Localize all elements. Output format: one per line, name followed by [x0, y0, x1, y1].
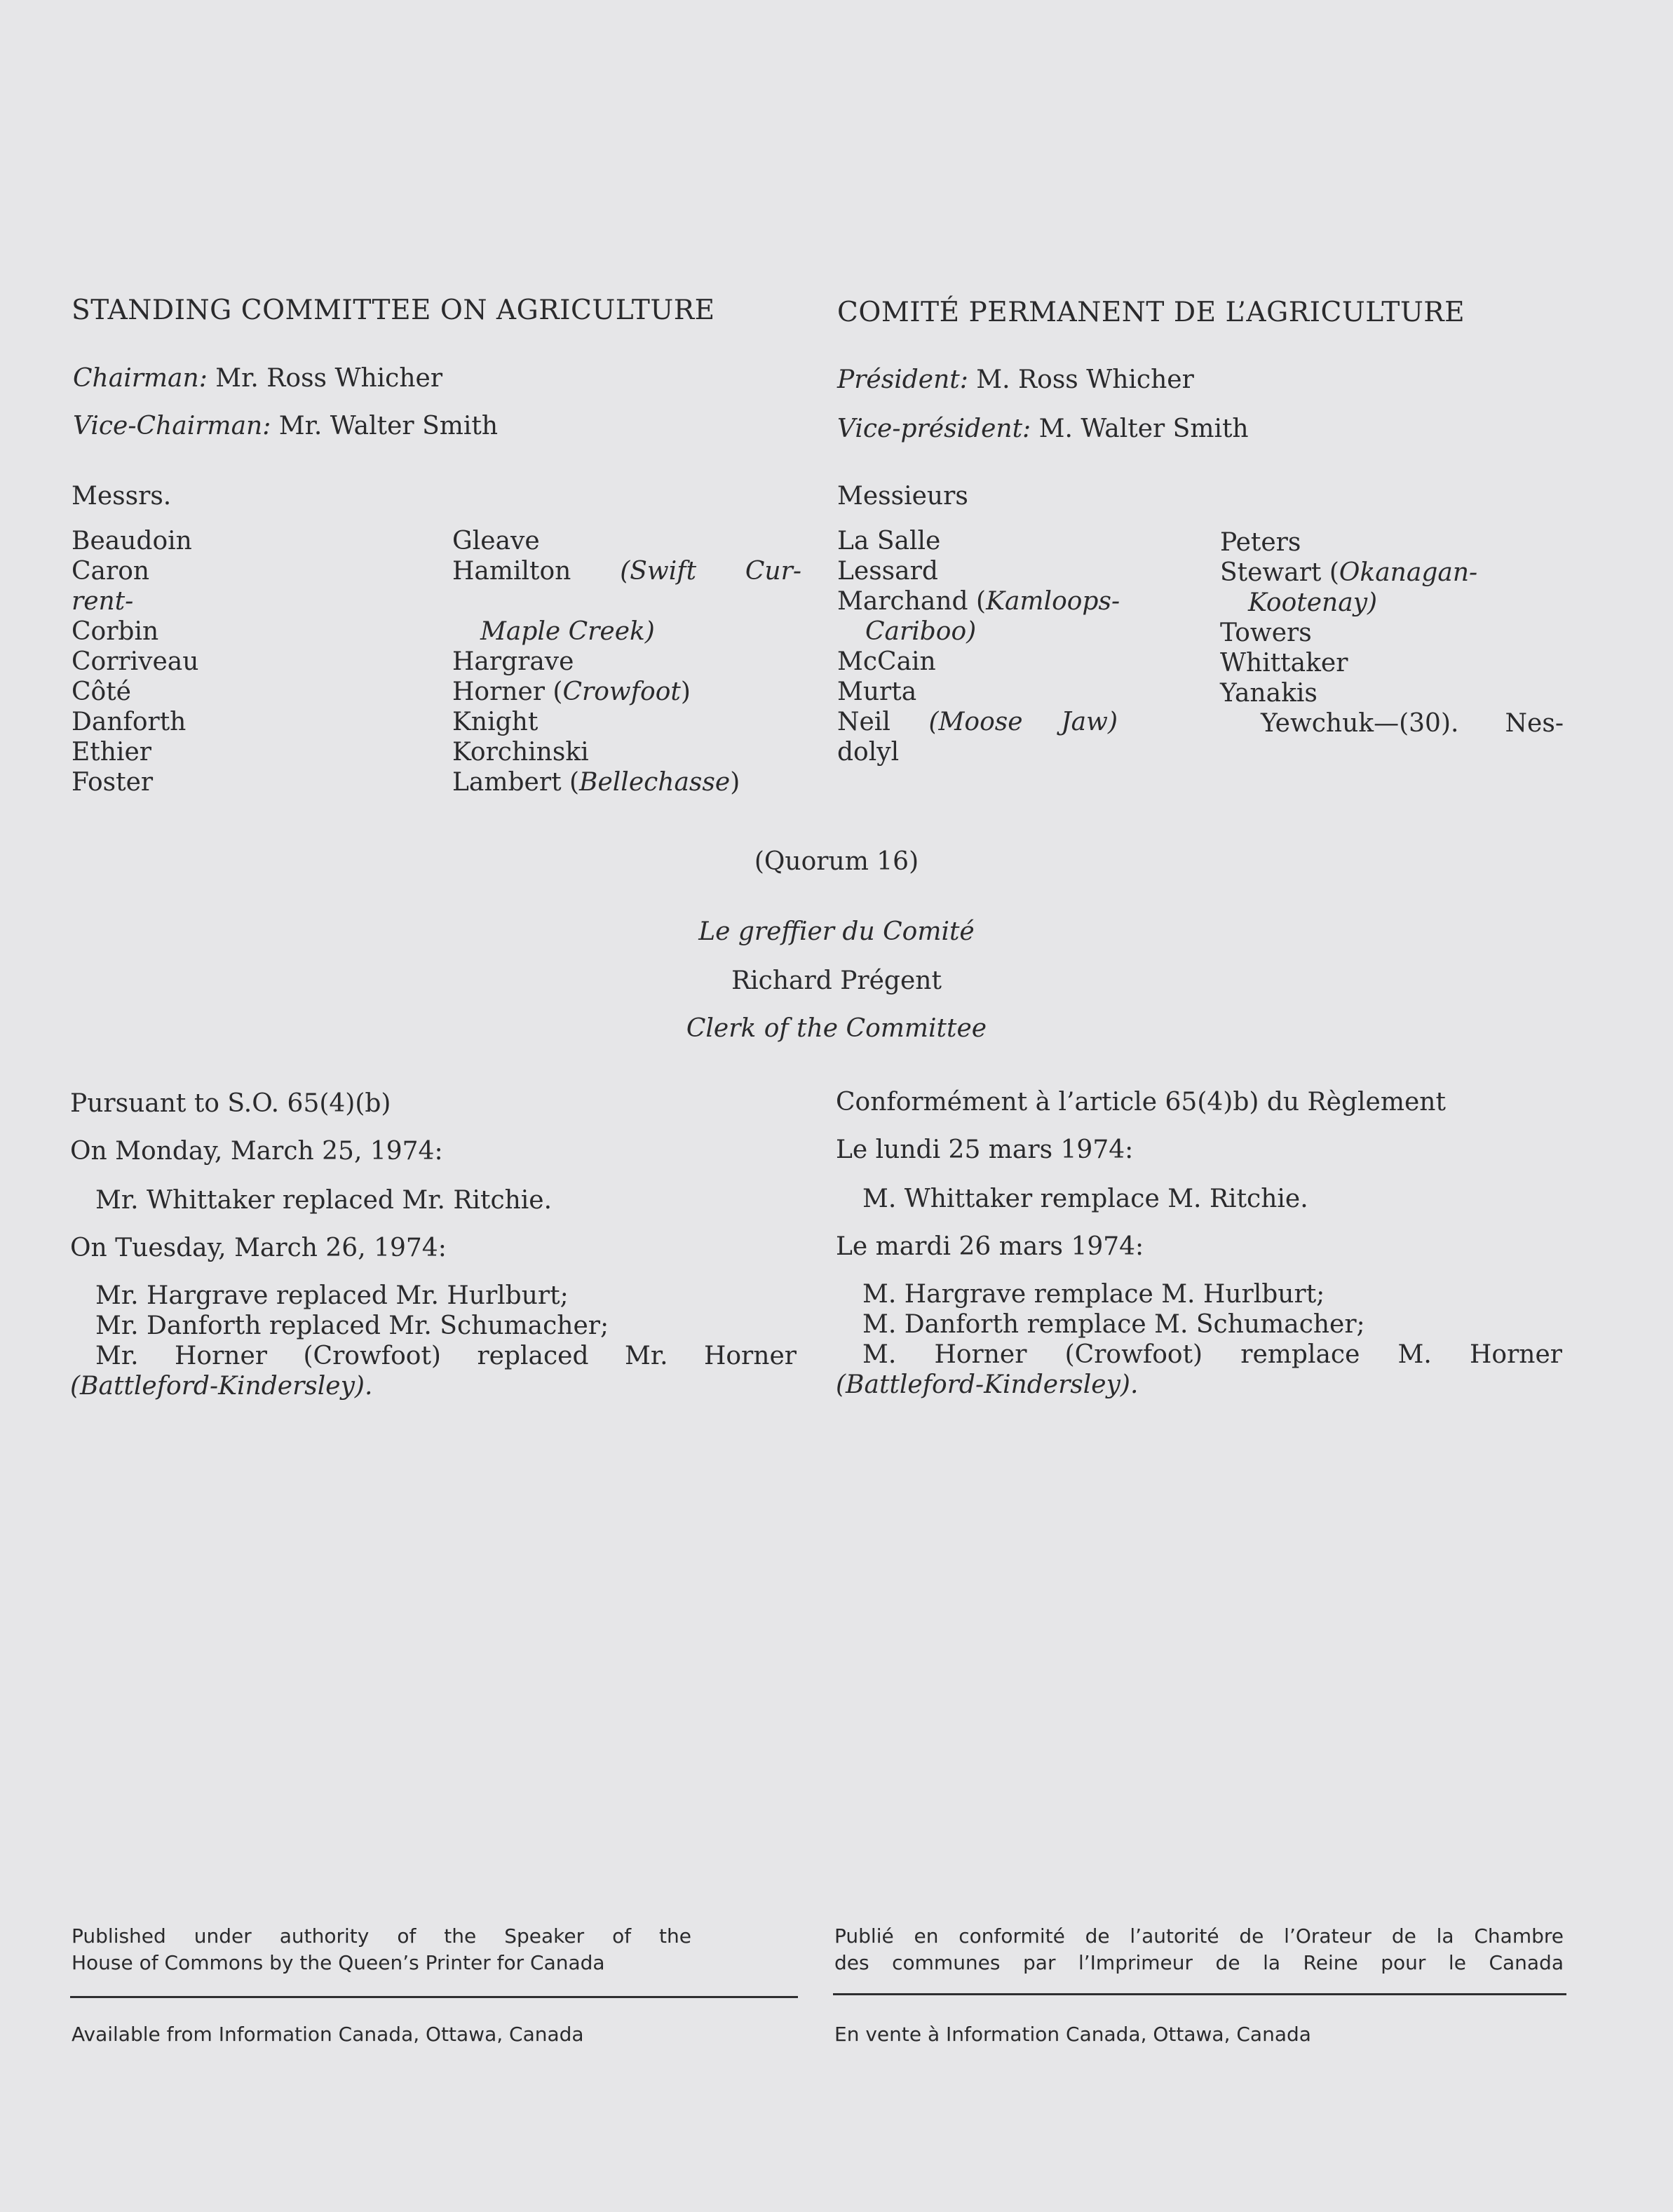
change-danforth-en: Mr. Danforth replaced Mr. Schumacher;: [95, 1311, 609, 1340]
word: replaced: [477, 1342, 589, 1370]
committee-title-en: STANDING COMMITTEE ON AGRICULTURE: [72, 295, 715, 326]
footer-rule-fr: [833, 1993, 1566, 1995]
president-name: M. Ross Whicher: [968, 365, 1194, 394]
word: Mr.: [624, 1342, 668, 1370]
member-riding-continuation: Maple Creek): [480, 617, 655, 646]
vice-chairman-line: [73, 411, 498, 441]
greffier-label: Le greffier du Comité: [698, 917, 975, 946]
president-label: Président:: [837, 365, 968, 394]
vice-president-line: [837, 414, 1249, 444]
member-text: Marchand (: [837, 587, 987, 616]
vice-chairman-name: Mr. Walter Smith: [271, 412, 499, 440]
member: Foster: [72, 768, 154, 797]
word: Horner: [175, 1342, 268, 1370]
member-riding: Kamloops-: [986, 587, 1120, 616]
committee-title-fr: COMITÉ PERMANENT DE L’AGRICULTURE: [837, 297, 1465, 328]
member-text: ): [680, 677, 691, 706]
member-riding: Okanagan-: [1339, 558, 1478, 587]
member: Corriveau: [72, 647, 199, 676]
word: Horner: [703, 1342, 797, 1370]
member: La Salle: [837, 527, 941, 555]
published-line: des communes par l’Imprimeur de la Reine pour le Canada: [834, 1951, 1564, 1974]
member-continuation: rent-: [72, 587, 134, 616]
conformement-line: Conformément à l’article 65(4)b) du Règlement: [836, 1088, 1446, 1117]
word: (Crowfoot): [1064, 1340, 1203, 1369]
member-lambert: [452, 767, 803, 797]
member: Beaudoin: [72, 527, 192, 555]
word: (Crowfoot): [303, 1342, 441, 1370]
mardi-line: Le mardi 26 mars 1974:: [836, 1232, 1144, 1261]
member: Caron: [72, 557, 150, 586]
change-horner-fr-riding: (Battleford-Kindersley).: [836, 1370, 1139, 1399]
member-text: Horner (: [452, 677, 563, 706]
member-text: Lambert (: [452, 768, 580, 797]
members-heading-fr: Messieurs: [837, 482, 968, 511]
word: Mr.: [95, 1342, 139, 1370]
member-riding-continuation: Cariboo): [865, 617, 977, 646]
published-line: Published under authority of the Speaker of the: [72, 1924, 691, 1948]
member: Whittaker: [1220, 649, 1348, 677]
change-hargrave-fr: M. Hargrave remplace M. Hurlburt;: [862, 1280, 1325, 1309]
chairman-label: Chairman:: [73, 364, 208, 393]
member: McCain: [837, 647, 936, 676]
member-riding: Cur-: [745, 557, 801, 586]
member-riding: Bellechasse: [579, 768, 731, 797]
vice-president-label: Vice-président:: [837, 414, 1031, 443]
published-notice-fr: [834, 1923, 1564, 1976]
change-whittaker-en: Mr. Whittaker replaced Mr. Ritchie.: [95, 1186, 553, 1215]
member-riding: Jaw): [1061, 708, 1118, 736]
member: Corbin: [72, 617, 159, 646]
member-text: ): [730, 768, 740, 797]
member-yewchuk: [1220, 708, 1564, 739]
member-neil: [837, 707, 1118, 737]
tuesday-line: On Tuesday, March 26, 1974:: [70, 1234, 447, 1262]
change-horner-en: [95, 1341, 797, 1371]
change-whittaker-fr: M. Whittaker remplace M. Ritchie.: [862, 1185, 1308, 1213]
quorum: (Quorum 16): [754, 847, 919, 876]
lundi-line: Le lundi 25 mars 1974:: [836, 1135, 1134, 1164]
pursuant-line: Pursuant to S.O. 65(4)(b): [70, 1089, 391, 1118]
vice-president-name: M. Walter Smith: [1031, 414, 1249, 443]
member-continuation: dolyl: [837, 738, 900, 767]
member: Korchinski: [452, 738, 589, 767]
member: Lessard: [837, 557, 938, 586]
member-riding: Crowfoot: [562, 677, 681, 706]
word: M.: [862, 1340, 897, 1369]
member-text: Nes-: [1505, 709, 1564, 738]
president-line: [837, 365, 1194, 395]
member: Danforth: [72, 708, 187, 736]
member: Towers: [1220, 619, 1312, 647]
member-riding-continuation: Kootenay): [1248, 588, 1378, 617]
member: Yanakis: [1220, 679, 1318, 708]
chairman-name: Mr. Ross Whicher: [207, 364, 443, 393]
members-list-fr-col1: [837, 526, 1153, 767]
member: Ethier: [72, 738, 151, 767]
clerk-name: Richard Prégent: [731, 966, 942, 995]
change-danforth-fr: M. Danforth remplace M. Schumacher;: [862, 1310, 1365, 1339]
member-riding: (Swift: [620, 557, 697, 586]
member-horner: [452, 677, 803, 707]
published-line: House of Commons by the Queen’s Printer for Canada: [72, 1951, 605, 1974]
published-notice-en: [72, 1923, 691, 1976]
member-text: Neil: [837, 708, 890, 736]
member-riding: (Moose: [928, 708, 1023, 736]
available-en: Available from Information Canada, Ottawa, Canada: [72, 2023, 584, 2046]
member-stewart: [1220, 558, 1571, 588]
available-fr: En vente à Information Canada, Ottawa, Canada: [834, 2023, 1311, 2046]
member: Knight: [452, 708, 539, 736]
members-list-en-col2: [452, 526, 803, 797]
vice-chairman-label: Vice-Chairman:: [73, 412, 271, 440]
members-list-fr-col2: [1220, 527, 1571, 739]
member: Gleave: [452, 527, 540, 555]
word: Horner: [934, 1340, 1027, 1369]
monday-line: On Monday, March 25, 1974:: [70, 1137, 443, 1166]
member: Hargrave: [452, 647, 574, 676]
member-text: Stewart (: [1220, 558, 1339, 587]
member-text: Yewchuk—(30).: [1261, 709, 1459, 738]
published-line: Publié en conformité de l’autorité de l’Orateur de la Chambre: [834, 1924, 1564, 1948]
footer-rule-en: [70, 1996, 798, 1998]
members-list-en-col1: [72, 526, 198, 797]
member-text: Hamilton: [452, 557, 571, 586]
member-marchand: [837, 586, 1153, 616]
member-hamilton: [452, 556, 801, 586]
chairman-line: [73, 363, 442, 393]
members-heading-en: Messrs.: [72, 482, 172, 511]
member: Peters: [1220, 528, 1301, 557]
change-horner-fr: [862, 1340, 1562, 1370]
member: Côté: [72, 677, 131, 706]
word: Horner: [1470, 1340, 1562, 1369]
member: Murta: [837, 677, 917, 706]
change-hargrave-en: Mr. Hargrave replaced Mr. Hurlburt;: [95, 1281, 569, 1310]
change-horner-en-riding: (Battleford-Kindersley).: [70, 1372, 373, 1401]
word: M.: [1397, 1340, 1432, 1369]
clerk-title: Clerk of the Committee: [686, 1014, 987, 1043]
word: remplace: [1240, 1340, 1360, 1369]
